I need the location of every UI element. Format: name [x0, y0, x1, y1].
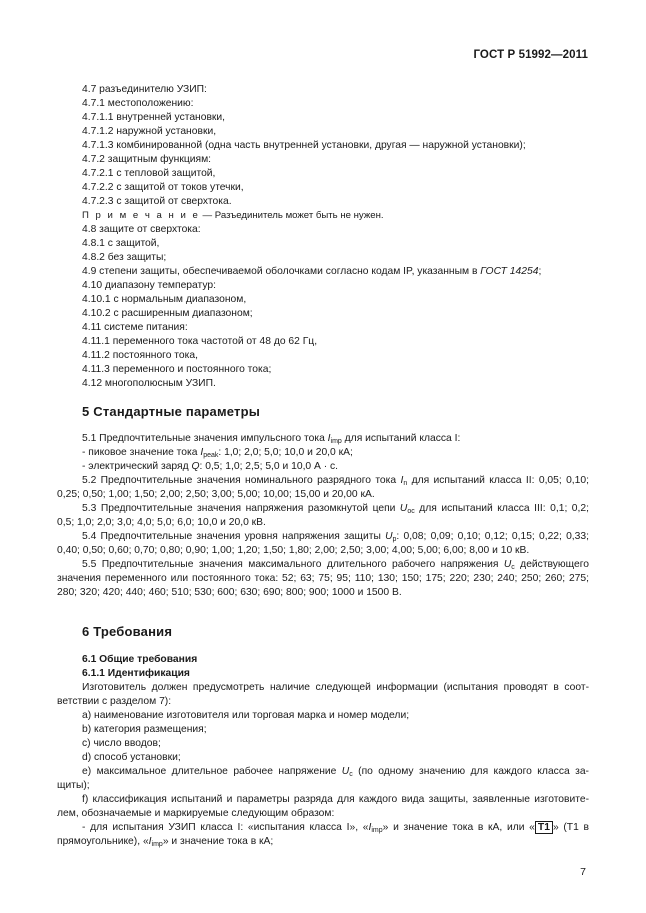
list-item: 4.8.1 с защитой,	[82, 238, 160, 249]
list-item: 4.11.1 переменного тока частотой от 48 до 62 Гц,	[82, 336, 318, 347]
symbol: I	[200, 447, 204, 458]
text: для испытаний класса I:	[341, 433, 461, 444]
symbol: I	[368, 822, 372, 833]
item-f-line2: лем, обозначаемые и маркируемые следующим образом:	[57, 808, 335, 819]
text: » и значение тока в кА;	[162, 836, 274, 847]
intro-line2: ветствии с разделом 7):	[57, 696, 172, 707]
subscript: imp	[330, 438, 342, 445]
paragraph-5-2-line2: 0,25; 0,50; 1,00; 1,50; 2,00; 2,50; 3,00; 5,00; 10,00; 15,00 и 20,00 кА.	[57, 489, 375, 500]
symbol: Q	[191, 461, 200, 472]
list-item: 4.10.2 с расширенным диапазоном;	[82, 308, 253, 319]
list-item: 4.7.1.2 наружной установки,	[82, 126, 217, 137]
subsection-6-1-1-title: 6.1.1 Идентификация	[82, 668, 190, 679]
symbol: U	[341, 766, 350, 777]
list-item: 4.7 разъединителю УЗИП:	[82, 84, 207, 95]
list-item: 4.10 диапазону температур:	[82, 280, 216, 291]
subscript: peak	[203, 452, 219, 459]
item-end: ;	[538, 266, 542, 277]
list-item: 4.7.1.3 комбинированной (одна часть внутренней установки, другая — наружной установки);	[82, 140, 526, 151]
list-item: 4.7.2.3 с защитой от сверхтока.	[82, 196, 232, 207]
section-5-title: 5 Стандартные параметры	[82, 404, 261, 419]
list-item: 4.7.2 защитным функциям:	[82, 154, 212, 165]
text: действующего	[514, 559, 589, 570]
text: 5.2 Предпочтительные значения номинального разрядного тока	[82, 475, 401, 486]
standard-header: ГОСТ Р 51992—2011	[473, 49, 588, 61]
list-item: 4.8.2 без защиты;	[82, 252, 167, 263]
subscript: c	[511, 564, 515, 571]
paragraph-5-5-line2	[57, 572, 589, 585]
subscript: n	[403, 480, 408, 487]
paragraph-5-5-line3: 280; 320; 420; 440; 460; 510; 530; 600; 630; 690; 800; 900; 1000 и 1500 В.	[57, 587, 402, 598]
text: : 0,08; 0,09; 0,10; 0,12; 0,15; 0,22; 0,33;	[396, 531, 589, 542]
text: - для испытания УЗИП класса I: «испытания класса I», «	[82, 822, 369, 833]
text: : 1,0; 2,0; 5,0; 10,0 и 20,0 кА;	[218, 447, 353, 458]
list-item: 4.11 системе питания:	[82, 322, 188, 333]
list-item: 4.11.2 постоянного тока,	[82, 350, 198, 361]
subscript: imp	[151, 841, 163, 848]
list-item: 4.11.3 переменного и постоянного тока;	[82, 364, 272, 375]
item-text: 4.9 степени защиты, обеспечиваемой оболочками согласно кодам IP, указанным в	[82, 266, 481, 277]
item-f-line1	[82, 793, 589, 806]
paragraph-5-3-line2: 0,5; 1,0; 2,0; 3,0; 4,0; 5,0; 6,0; 10,0 и 20,0 кВ.	[57, 517, 266, 528]
note-label: П р и м е ч а н и е	[82, 210, 200, 221]
subscript: oc	[407, 508, 415, 515]
class1-line2	[57, 835, 589, 851]
text: 5.1 Предпочтительные значения импульсного тока	[82, 433, 328, 444]
note	[82, 209, 384, 222]
text: (по одному значению для каждого класса за-	[352, 766, 589, 777]
text: e) максимальное длительное рабочее напряжение	[82, 766, 342, 777]
text: 5.3 Предпочтительные значения напряжения разомкнутой цепи	[82, 503, 400, 514]
list-item: 4.12 многополюсным УЗИП.	[82, 378, 216, 389]
standard-reference: ГОСТ 14254	[480, 266, 539, 277]
list-item-4-9	[82, 265, 541, 278]
text: - электрический заряд	[82, 461, 192, 472]
symbol: U	[399, 503, 408, 514]
text: » (Т1 в	[552, 822, 589, 833]
text: f) классификация испытаний и параметры разряда для каждого вида защиты, заявленные изготовите-	[82, 794, 589, 805]
text: для испытаний класса II: 0,05; 0,10;	[407, 475, 589, 486]
list-item: 4.7.2.2 с защитой от токов утечки,	[82, 182, 244, 193]
paragraph-5-4-line2: 0,40; 0,50; 0,60; 0,70; 0,80; 0,90; 1,00; 1,20; 1,50; 1,80; 2,00; 2,50; 3,00; 4,00; 5,00; 6,00; 8,00 и 10 кВ.	[57, 545, 530, 556]
subscript: imp	[371, 827, 383, 834]
list-item: c) число вводов;	[82, 738, 161, 749]
item-e-line2: щиты);	[57, 780, 90, 791]
page-number: 7	[580, 866, 586, 878]
text: » и значение тока в кА, или «	[382, 822, 535, 833]
list-item: d) способ установки;	[82, 752, 181, 763]
text: 5.5 Предпочтительные значения максимального длительного рабочего напряжения	[82, 559, 504, 570]
text: - пиковое значение тока	[82, 447, 201, 458]
text: Изготовитель должен предусмотреть наличие следующей информации (испытания проводят в соот-	[82, 682, 589, 693]
text: для испытаний класса III: 0,1; 0,2;	[414, 503, 589, 514]
list-item: 4.7.1.1 внутренней установки,	[82, 112, 226, 123]
text: прямоугольнике), «	[57, 836, 149, 847]
note-text: — Разъединитель может быть не нужен.	[199, 210, 384, 221]
text: значения переменного или постоянного тока: 52; 63; 75; 95; 110; 130; 150; 175; 220; 230; 240; 250; 260; 275;	[57, 573, 589, 584]
text: : 0,5; 1,0; 2,5; 5,0 и 10,0 А · с.	[199, 461, 339, 472]
list-item: 4.10.1 с нормальным диапазоном,	[82, 294, 247, 305]
paragraph-5-1-charge	[82, 460, 338, 473]
symbol: I	[327, 433, 331, 444]
symbol: U	[385, 531, 393, 542]
intro-line1	[82, 681, 589, 694]
symbol: I	[148, 836, 152, 847]
subscript: p	[392, 536, 397, 543]
subsection-6-1-title: 6.1 Общие требования	[82, 654, 198, 665]
symbol: I	[400, 475, 404, 486]
symbol: U	[503, 559, 512, 570]
list-item: 4.7.1 местоположению:	[82, 98, 194, 109]
list-item: 4.7.2.1 с тепловой защитой,	[82, 168, 216, 179]
text: 5.4 Предпочтительные значения уровня напряжения защиты	[82, 531, 386, 542]
t1-boxed-marking: T1	[535, 821, 553, 834]
list-item: а) наименование изготовителя или торговая марка и номер модели;	[82, 710, 410, 721]
list-item: b) категория размещения;	[82, 724, 207, 735]
list-item: 4.8 защите от сверхтока:	[82, 224, 201, 235]
subscript: c	[349, 771, 353, 778]
section-6-title: 6 Требования	[82, 624, 173, 639]
